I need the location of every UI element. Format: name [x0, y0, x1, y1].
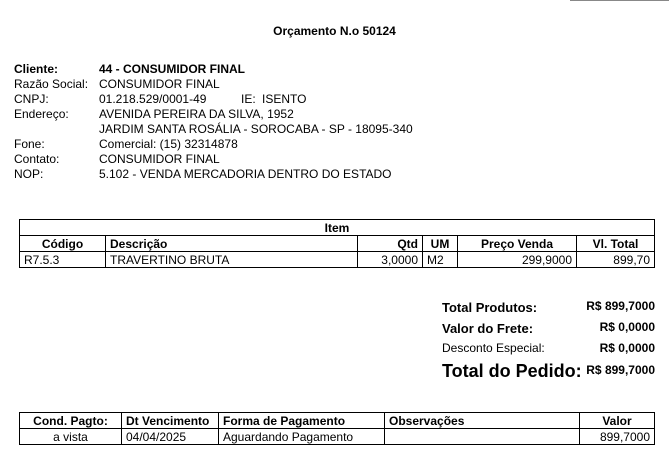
fone-value: Comercial: (15) 32314878	[99, 137, 238, 151]
col-preco: Preço Venda	[458, 236, 577, 252]
col-codigo: Código	[20, 236, 106, 252]
col-total: Vl. Total	[577, 236, 655, 252]
desconto-label: Desconto Especial:	[442, 341, 545, 355]
endereco-line2: JARDIM SANTA ROSÁLIA - SOROCABA - SP - 18095-340	[99, 122, 413, 136]
cnpj-label: CNPJ:	[14, 92, 49, 106]
col-descricao: Descrição	[106, 236, 358, 252]
fone-label: Fone:	[14, 137, 45, 151]
cell-descricao: TRAVERTINO BRUTA	[106, 252, 358, 268]
cell-valor: 899,7000	[580, 429, 655, 445]
cliente-label: Cliente:	[14, 62, 59, 76]
endereco-line1: AVENIDA PEREIRA DA SILVA, 1952	[99, 107, 294, 121]
total-produtos-label: Total Produtos:	[442, 300, 538, 315]
nop-value: 5.102 - VENDA MERCADORIA DENTRO DO ESTADO	[99, 167, 392, 181]
payment-table	[19, 412, 655, 445]
ie-value: ISENTO	[262, 92, 307, 106]
col-um: UM	[423, 236, 458, 252]
cell-preco: 299,9000	[458, 252, 577, 268]
cell-cond-pagto: a vista	[20, 429, 122, 445]
total-produtos-value: R$ 899,7000	[586, 299, 655, 313]
top-rule	[570, 0, 669, 1]
cell-um: M2	[423, 252, 458, 268]
frete-label: Valor do Frete:	[442, 321, 534, 336]
desconto-value: R$ 0,0000	[599, 341, 655, 355]
table-row	[20, 252, 655, 268]
frete-value: R$ 0,0000	[599, 320, 655, 334]
cell-codigo: R7.5.3	[20, 252, 106, 268]
document-title: Orçamento N.o 50124	[273, 24, 396, 38]
razao-value: CONSUMIDOR FINAL	[99, 77, 220, 91]
items-header-row	[20, 236, 655, 252]
cliente-value: 44 - CONSUMIDOR FINAL	[99, 62, 246, 76]
cell-qtd: 3,0000	[358, 252, 423, 268]
payment-header-row	[20, 413, 655, 429]
cell-dt-vencimento: 04/04/2025	[122, 429, 219, 445]
nop-label: NOP:	[14, 167, 44, 181]
cell-observacoes	[385, 429, 580, 445]
table-row	[20, 429, 655, 445]
cnpj-value: 01.218.529/0001-49	[99, 92, 207, 106]
col-valor: Valor	[580, 413, 655, 429]
col-forma-pagamento: Forma de Pagamento	[219, 413, 385, 429]
contato-value: CONSUMIDOR FINAL	[99, 152, 220, 166]
col-dt-vencimento: Dt Vencimento	[122, 413, 219, 429]
cell-total: 899,70	[577, 252, 655, 268]
razao-label: Razão Social:	[14, 77, 89, 91]
items-section-title: Item	[20, 220, 655, 236]
col-observacoes: Observações	[385, 413, 580, 429]
cell-forma-pagamento: Aguardando Pagamento	[219, 429, 385, 445]
endereco-label: Endereço:	[14, 107, 69, 121]
col-cond-pagto: Cond. Pagto:	[20, 413, 122, 429]
ie-label: IE:	[241, 92, 256, 106]
col-qtd: Qtd	[358, 236, 423, 252]
contato-label: Contato:	[14, 152, 60, 166]
total-pedido-value: R$ 899,7000	[586, 363, 655, 377]
total-pedido-label: Total do Pedido:	[442, 361, 582, 381]
items-table	[19, 219, 655, 268]
